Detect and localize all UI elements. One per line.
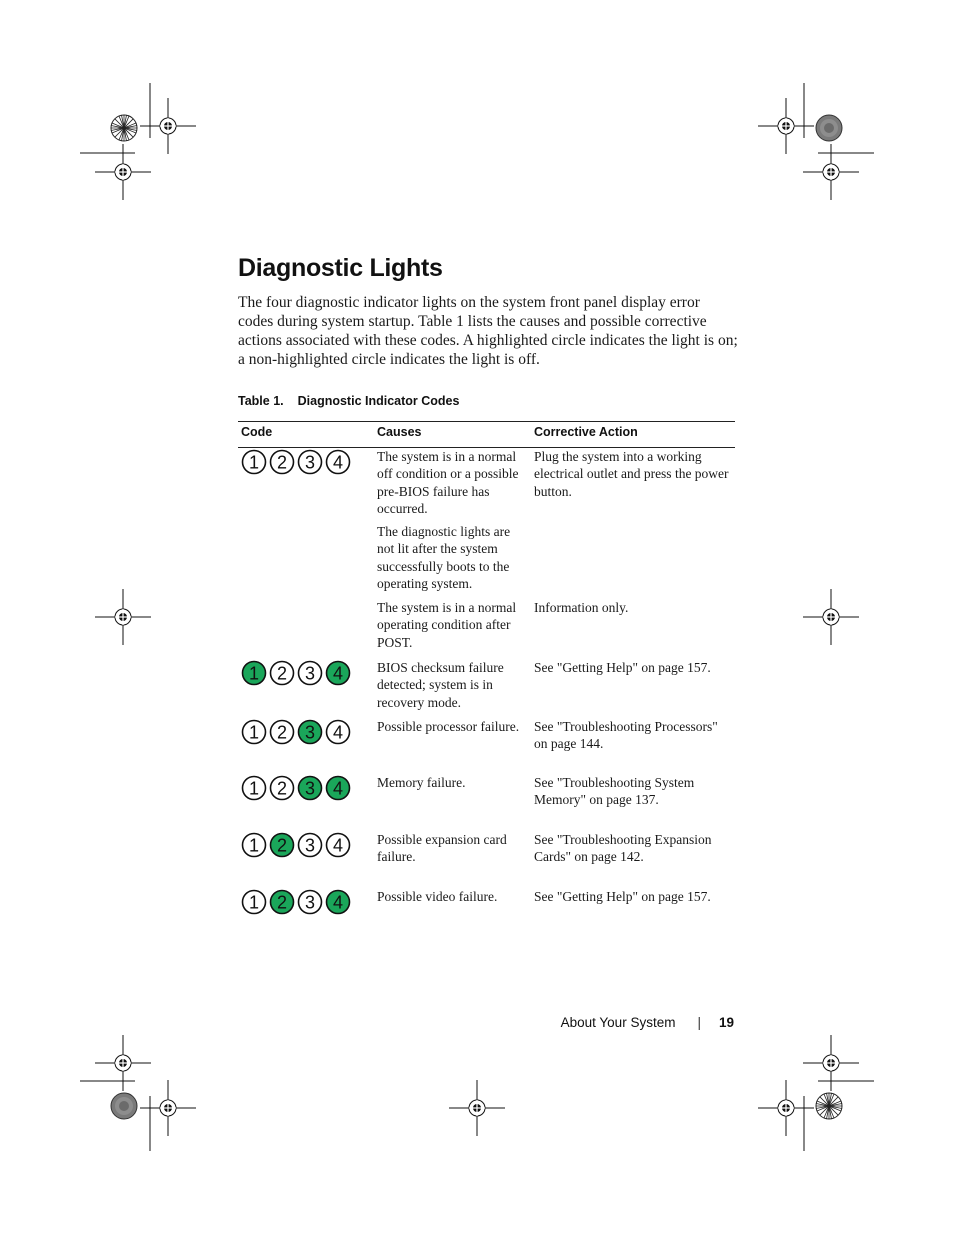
light-off-icon (299, 834, 322, 857)
light-number: 2 (276, 722, 288, 743)
light-off-icon (327, 451, 350, 474)
indicator-code (241, 718, 353, 744)
cause-cell: Possible expansion card failure. (377, 832, 507, 865)
cause-cell: The system is in a normal off condition or a possible pre-BIOS failure has occurred. (377, 449, 519, 516)
light-off-icon (243, 721, 266, 744)
light-off-icon (271, 662, 294, 685)
light-off-icon (243, 451, 266, 474)
light-off-icon (327, 721, 350, 744)
light-on-icon (327, 662, 350, 685)
light-off-icon (243, 891, 266, 914)
light-on-icon (271, 834, 294, 857)
light-off-icon (299, 451, 322, 474)
indicator-code (241, 448, 353, 474)
light-on-icon (327, 891, 350, 914)
light-number: 2 (276, 452, 288, 473)
light-number: 4 (332, 663, 344, 684)
indicator-lights-icon (241, 888, 353, 916)
light-number: 1 (248, 722, 260, 743)
light-number: 1 (248, 452, 260, 473)
corrective-action-cell: See "Getting Help" on page 157. (534, 660, 711, 675)
light-number: 2 (276, 778, 288, 799)
light-on-icon (299, 721, 322, 744)
indicator-lights-icon (241, 448, 353, 476)
cause-cell: The system is in a normal operating condition after POST. (377, 600, 517, 650)
light-number: 2 (276, 663, 288, 684)
light-number: 3 (304, 452, 316, 473)
light-on-icon (327, 777, 350, 800)
light-off-icon (271, 721, 294, 744)
light-on-icon (299, 777, 322, 800)
light-number: 4 (332, 892, 344, 913)
table-title: Diagnostic Indicator Codes (297, 394, 460, 408)
light-off-icon (299, 662, 322, 685)
light-number: 4 (332, 778, 344, 799)
cause-cell: Possible processor failure. (377, 719, 520, 734)
light-number: 4 (332, 835, 344, 856)
light-off-icon (271, 777, 294, 800)
page-number: 19 (718, 1015, 734, 1030)
corrective-action-cell: See "Troubleshooting System Memory" on page 137. (534, 775, 695, 808)
light-number: 1 (248, 892, 260, 913)
light-number: 1 (248, 778, 260, 799)
header-code: Code (241, 425, 273, 439)
light-off-icon (243, 834, 266, 857)
cause-cell: The diagnostic lights are not lit after the system successfully boots to the operating system. (377, 524, 511, 591)
intro-paragraph: The four diagnostic indicator lights on the system front panel display error codes during system startup. Table 1 lists the causes and possible corrective actions associated with these codes. A highlighted circle indicates the light is on; a non-highlighted circle indicates the light is off. (238, 294, 738, 368)
light-number: 4 (332, 722, 344, 743)
light-off-icon (299, 891, 322, 914)
cause-cell: Memory failure. (377, 775, 466, 790)
cause-cell: Possible video failure. (377, 889, 498, 904)
header-causes: Causes (377, 425, 422, 439)
light-number: 3 (304, 892, 316, 913)
light-number: 1 (248, 663, 260, 684)
table-number: Table 1. (238, 394, 284, 408)
light-number: 1 (248, 835, 260, 856)
light-off-icon (243, 777, 266, 800)
light-number: 2 (276, 835, 288, 856)
light-number: 2 (276, 892, 288, 913)
corrective-action-cell: See "Troubleshooting Processors" on page 144. (534, 719, 718, 752)
indicator-lights-icon (241, 831, 353, 859)
light-number: 3 (304, 722, 316, 743)
cause-cell: BIOS checksum failure detected; system is in recovery mode. (377, 660, 504, 710)
corrective-action-cell: See "Troubleshooting Expansion Cards" on page 142. (534, 832, 712, 865)
table-caption (238, 394, 459, 408)
light-number: 3 (304, 778, 316, 799)
indicator-code (241, 659, 353, 685)
footer-separator: | (697, 1015, 701, 1030)
page-title: Diagnostic Lights (238, 254, 443, 282)
header-corrective-action: Corrective Action (534, 425, 638, 439)
corrective-action-cell: Information only. (534, 600, 629, 615)
light-on-icon (271, 891, 294, 914)
light-off-icon (327, 834, 350, 857)
indicator-lights-icon (241, 774, 353, 802)
diagnostic-codes-table (238, 421, 735, 913)
indicator-code (241, 774, 353, 800)
light-off-icon (271, 451, 294, 474)
light-on-icon (243, 662, 266, 685)
indicator-code (241, 888, 353, 914)
corrective-action-cell: See "Getting Help" on page 157. (534, 889, 711, 904)
indicator-code (241, 831, 353, 857)
corrective-action-cell: Plug the system into a working electrical outlet and press the power button. (534, 449, 729, 499)
footer-section: About Your System (560, 1015, 676, 1030)
page-footer (561, 1015, 734, 1030)
indicator-lights-icon (241, 718, 353, 746)
light-number: 4 (332, 452, 344, 473)
light-number: 3 (304, 663, 316, 684)
light-number: 3 (304, 835, 316, 856)
indicator-lights-icon (241, 659, 353, 687)
table-header (238, 421, 735, 448)
